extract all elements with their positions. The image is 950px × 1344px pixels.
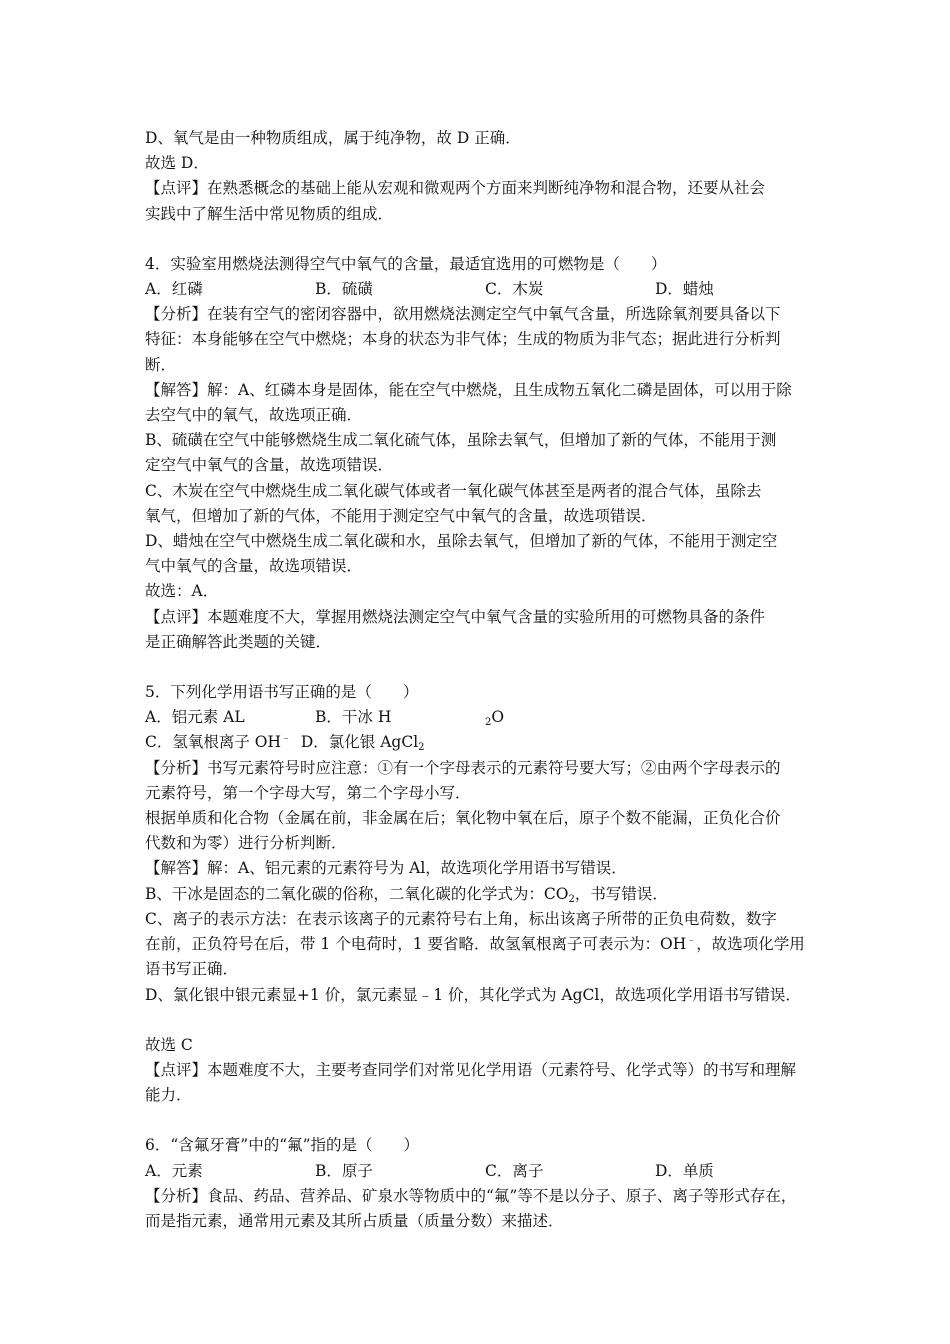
q4-line: 气中氧气的含量，故选项错误． [145, 557, 363, 576]
q6-option-b: B．原子 [315, 1161, 373, 1180]
q4-option-a: A．红磷 [145, 280, 203, 299]
q4-line: 故选：A． [145, 582, 219, 601]
spacer [145, 1108, 815, 1133]
q5-c-explanation-2: 在前，正负符号在后，带 1 个电荷时，1 要省略．故氢氧根离子可表示为：OH﹣，故选项化学用 [145, 935, 805, 954]
q5-line: 【分析】书写元素符号时应注意：①有一个字母表示的元素符号要大写；②由两个字母表示的 [145, 758, 781, 777]
q6-option-a: A．元素 [145, 1161, 203, 1180]
q3-review-line-2: 实践中了解生活中常见物质的组成． [145, 204, 394, 223]
q5-review-line-2: 能力． [145, 1086, 192, 1105]
q5-options-row-2 [145, 730, 815, 755]
q5-option-b: B．干冰 H $_2$O [315, 708, 505, 729]
q4-line: 断． [145, 355, 177, 374]
q6-option-d: D．单质 [655, 1161, 714, 1180]
q6-analysis-line-1: 【分析】食品、药品、营养品、矿泉水等物质中的“氟”等不是以分子、原子、离子等形式存在， [145, 1186, 797, 1205]
q4-line: 去空气中的氧气，故选项正确． [145, 406, 363, 425]
q5-option-a: A．铝元素 AL [145, 708, 245, 727]
spacer [145, 1008, 815, 1033]
q5-c-explanation-3: 语书写正确． [145, 960, 239, 979]
q4-line: B、硫磺在空气中能够燃烧生成二氧化硫气体，虽除去氧气，但增加了新的气体，不能用于测 [145, 431, 777, 450]
q5-c-explanation-1: C、离子的表示方法：在表示该离子的元素符号右上角，标出该离子所带的正负电荷数，数字 [145, 909, 777, 928]
q5-choice: 故选 C [145, 1035, 193, 1054]
q4-line: 氧气，但增加了新的气体，不能用于测定空气中氧气的含量，故选项错误． [145, 506, 657, 525]
q5-line: 元素符号，第一个字母大写，第二个字母小写． [145, 783, 471, 802]
q4-line: 【解答】解：A、红磷本身是固体，能在空气中燃烧，且生成物五氧化二磷是固体，可以用于除 [145, 380, 792, 399]
q5-review-line-1: 【点评】本题难度不大，主要考查同学们对常见化学用语（元素符号、化学式等）的书写和理解 [145, 1060, 797, 1079]
q4-option-d: D．蜡烛 [655, 280, 714, 299]
q4-line: C、木炭在空气中燃烧生成二氧化碳气体或者一氧化碳气体甚至是两者的混合气体，虽除去 [145, 481, 762, 500]
q3-choice: 故选 D． [145, 154, 209, 173]
q6-option-c: C．离子 [485, 1161, 544, 1180]
q5-option-c: C．氢氧根离子 OH﹣ [145, 733, 292, 752]
q6-options [145, 1159, 815, 1184]
q5-stem: 5．下列化学用语书写正确的是（ ） [145, 683, 419, 702]
q5-options-row-1 [145, 705, 815, 730]
document-page [145, 126, 815, 1234]
q4-line: D、蜡烛在空气中燃烧生成二氧化碳和水，虽除去氧气，但增加了新的气体，不能用于测定空 [145, 532, 778, 551]
q4-line: 定空气中氧气的含量，故选项错误． [145, 456, 394, 475]
q4-line: 特征：本身能够在空气中燃烧；本身的状态为非气体；生成的物质为非气态；据此进行分析判 [145, 330, 781, 349]
q4-options [145, 277, 815, 302]
q5-line: 根据单质和化合物（金属在前，非金属在后；氧化物中氧在后，原子个数不能漏，正负化合价 [145, 809, 781, 828]
spacer [145, 227, 815, 252]
q5-line: 代数和为零）进行分析判断． [145, 834, 347, 853]
q3-review-line-1: 【点评】在熟悉概念的基础上能从宏观和微观两个方面来判断纯净物和混合物，还要从社会 [145, 179, 766, 198]
q6-analysis-line-2: 而是指元素，通常用元素及其所占质量（质量分数）来描述． [145, 1211, 564, 1230]
q5-option-d: D．氯化银 AgCl$_2$ [300, 733, 425, 754]
q5-b-explanation: B、干冰是固态的二氧化碳的俗称，二氧化碳的化学式为：$CO_2$，书写错误． [145, 884, 668, 905]
q5-line: 【解答】解：A、铝元素的元素符号为 Al，故选项化学用语书写错误． [145, 859, 627, 878]
q4-option-b: B．硫磺 [315, 280, 373, 299]
q4-stem: 4．实验室用燃烧法测得空气中氧气的含量，最适宜选用的可燃物是（ ） [145, 254, 667, 273]
q6-stem: 6．“含氟牙膏”中的“氟”指的是（ ） [145, 1136, 420, 1155]
q5-d-explanation: D、氯化银中银元素显+1 价，氯元素显﹣1 价，其化学式为 AgCl，故选项化学用语书写错误． [145, 985, 801, 1004]
q4-line: 【点评】本题难度不大，掌握用燃烧法测定空气中氧气含量的实验所用的可燃物具备的条件 [145, 607, 766, 626]
q4-line: 是正确解答此类题的关键． [145, 632, 332, 651]
q3-option-d-explanation: D、氧气是由一种物质组成，属于纯净物，故 D 正确． [145, 129, 521, 147]
q4-line: 【分析】在装有空气的密闭容器中，欲用燃烧法测定空气中氧气含量，所选除氧剂要具备以下 [145, 305, 781, 324]
spacer [145, 655, 815, 680]
q4-option-c: C．木炭 [485, 280, 544, 299]
